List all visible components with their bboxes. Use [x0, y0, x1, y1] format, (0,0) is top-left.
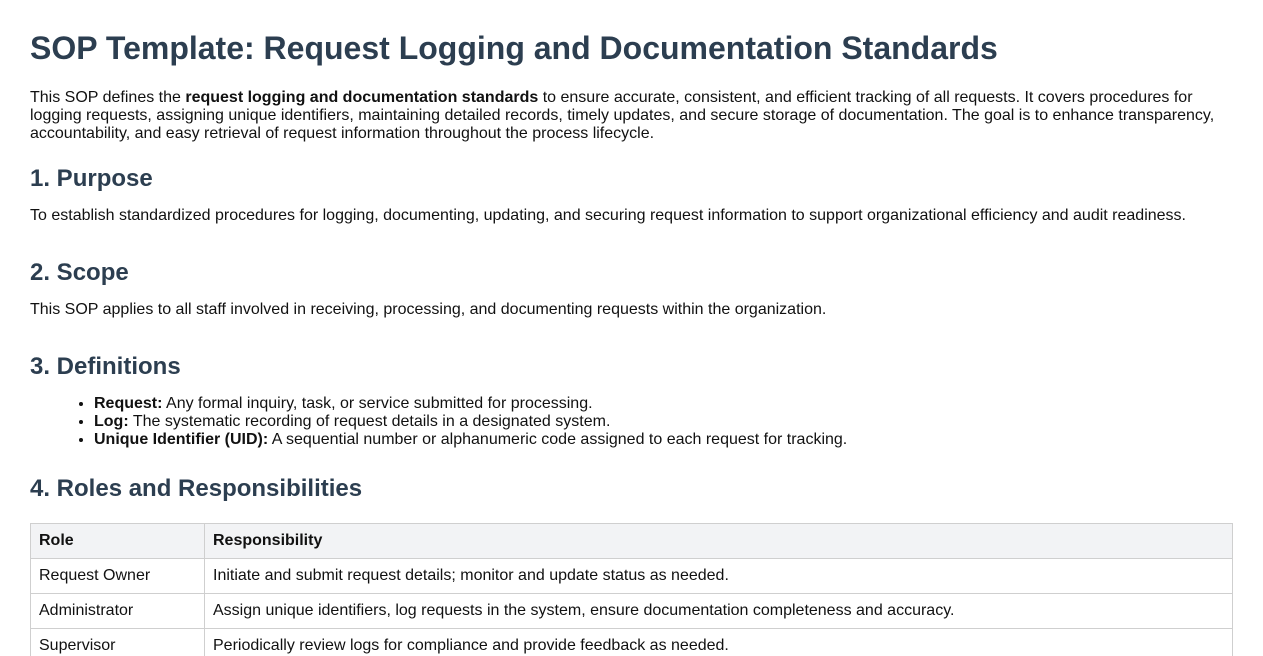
- intro-text-after: to ensure accurate, consistent, and efficient tracking of all requests. It covers procedures for logging requests, assigning unique identifiers, maintaining detailed records, timely updates, and secure storage of documentation. The goal is to enhance transparency, accountability, and easy retrieval of request information throughout the process lifecycle.: [30, 89, 1215, 142]
- intro-text-before: This SOP defines the: [30, 89, 186, 106]
- definition-text: The systematic recording of request details in a designated system.: [128, 413, 611, 430]
- intro-paragraph: [30, 89, 1233, 143]
- definition-item: [94, 395, 1233, 413]
- table-row: [31, 629, 1233, 656]
- scope-heading: 2. Scope: [30, 259, 129, 286]
- table-row: [31, 594, 1233, 629]
- definition-text: Any formal inquiry, task, or service submitted for processing.: [162, 395, 593, 412]
- definition-term: Unique Identifier (UID):: [94, 431, 269, 448]
- responsibility-cell: Periodically review logs for compliance and provide feedback as needed.: [205, 629, 1233, 656]
- roles-heading: 4. Roles and Responsibilities: [30, 475, 363, 502]
- purpose-text: To establish standardized procedures for logging, documenting, updating, and securing request information to support organizational efficiency and audit readiness.: [30, 207, 1186, 224]
- role-cell: Administrator: [31, 594, 205, 629]
- column-header-responsibility: Responsibility: [205, 524, 1233, 559]
- definition-term: Request:: [94, 395, 163, 412]
- definitions-heading: 3. Definitions: [30, 353, 181, 380]
- role-cell: Request Owner: [31, 559, 205, 594]
- definition-item: [94, 413, 1233, 431]
- page-title: SOP Template: Request Logging and Documentation Standards: [30, 30, 998, 66]
- table-header-row: [31, 524, 1233, 559]
- definitions-list: [30, 395, 1233, 449]
- definition-text: A sequential number or alphanumeric code assigned to each request for tracking.: [268, 431, 848, 448]
- intro-text-bold: request logging and documentation standards: [185, 89, 539, 106]
- responsibility-cell: Initiate and submit request details; monitor and update status as needed.: [205, 559, 1233, 594]
- table-row: [31, 559, 1233, 594]
- scope-text: This SOP applies to all staff involved in receiving, processing, and documenting requests within the organization.: [30, 301, 827, 318]
- definition-term: Log:: [94, 413, 129, 430]
- responsibility-cell: Assign unique identifiers, log requests in the system, ensure documentation completeness and accuracy.: [205, 594, 1233, 629]
- purpose-heading: 1. Purpose: [30, 165, 153, 192]
- role-cell: Supervisor: [31, 629, 205, 656]
- roles-table: [30, 523, 1233, 656]
- definition-item: [94, 431, 1233, 449]
- column-header-role: Role: [31, 524, 205, 559]
